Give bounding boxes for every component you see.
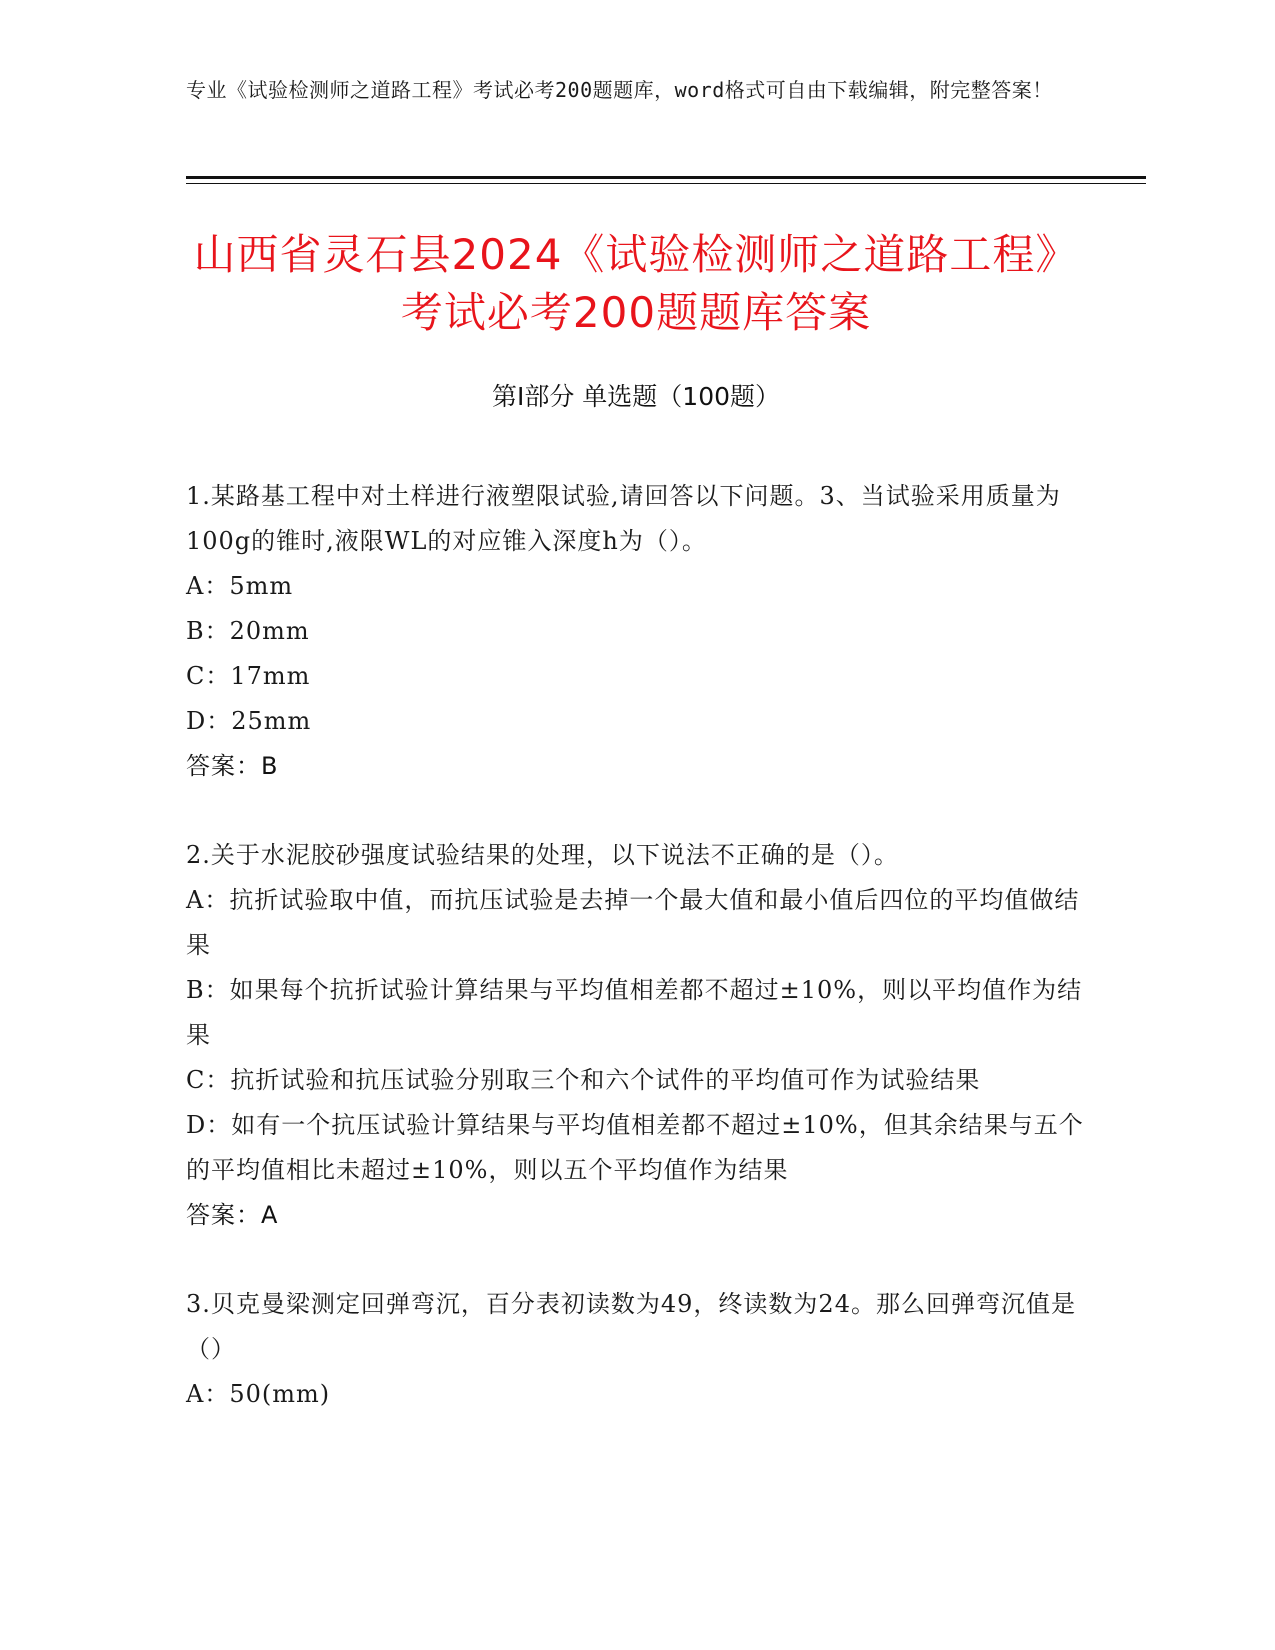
document-title: 山西省灵石县2024《试验检测师之道路工程》考试必考200题题库答案 — [193, 230, 1079, 337]
question-1 — [186, 474, 1086, 789]
header-divider-thin — [186, 183, 1146, 184]
option-c: C：抗折试验和抗压试验分别取三个和六个试件的平均值可作为试验结果 — [186, 1066, 981, 1094]
option-d: D：如有一个抗压试验计算结果与平均值相差都不超过±10%，但其余结果与五个的平均值相比未超过±10%，则以五个平均值作为结果 — [186, 1111, 1084, 1184]
option-b: B：20mm — [186, 617, 310, 645]
question-text: 1.某路基工程中对土样进行液塑限试验,请回答以下问题。3、当试验采用质量为100g的锥时,液限WL的对应锥入深度h为（）。 — [186, 482, 1061, 555]
option-c: C：17mm — [186, 662, 311, 690]
header-note: 专业《试验检测师之道路工程》考试必考200题题库，word格式可自由下载编辑，附完整答案！ — [186, 78, 1053, 102]
question-text: 2.关于水泥胶砂强度试验结果的处理，以下说法不正确的是（）。 — [186, 841, 899, 869]
option-a: A：5mm — [186, 572, 294, 600]
option-a: A：抗折试验取中值，而抗压试验是去掉一个最大值和最小值后四位的平均值做结果 — [186, 886, 1080, 959]
option-a: A：50(mm) — [186, 1380, 331, 1408]
question-2 — [186, 833, 1086, 1238]
question-list — [186, 474, 1086, 1461]
answer: 答案：B — [186, 752, 279, 780]
answer: 答案：A — [186, 1201, 279, 1229]
section-title: 第Ⅰ部分 单选题（100题） — [491, 382, 781, 411]
header-divider-thick — [186, 176, 1146, 179]
option-d: D：25mm — [186, 707, 312, 735]
option-b: B：如果每个抗折试验计算结果与平均值相差都不超过±10%，则以平均值作为结果 — [186, 976, 1083, 1049]
question-3 — [186, 1282, 1086, 1417]
question-text: 3.贝克曼梁测定回弹弯沉，百分表初读数为49，终读数为24。那么回弹弯沉值是（） — [186, 1290, 1076, 1363]
